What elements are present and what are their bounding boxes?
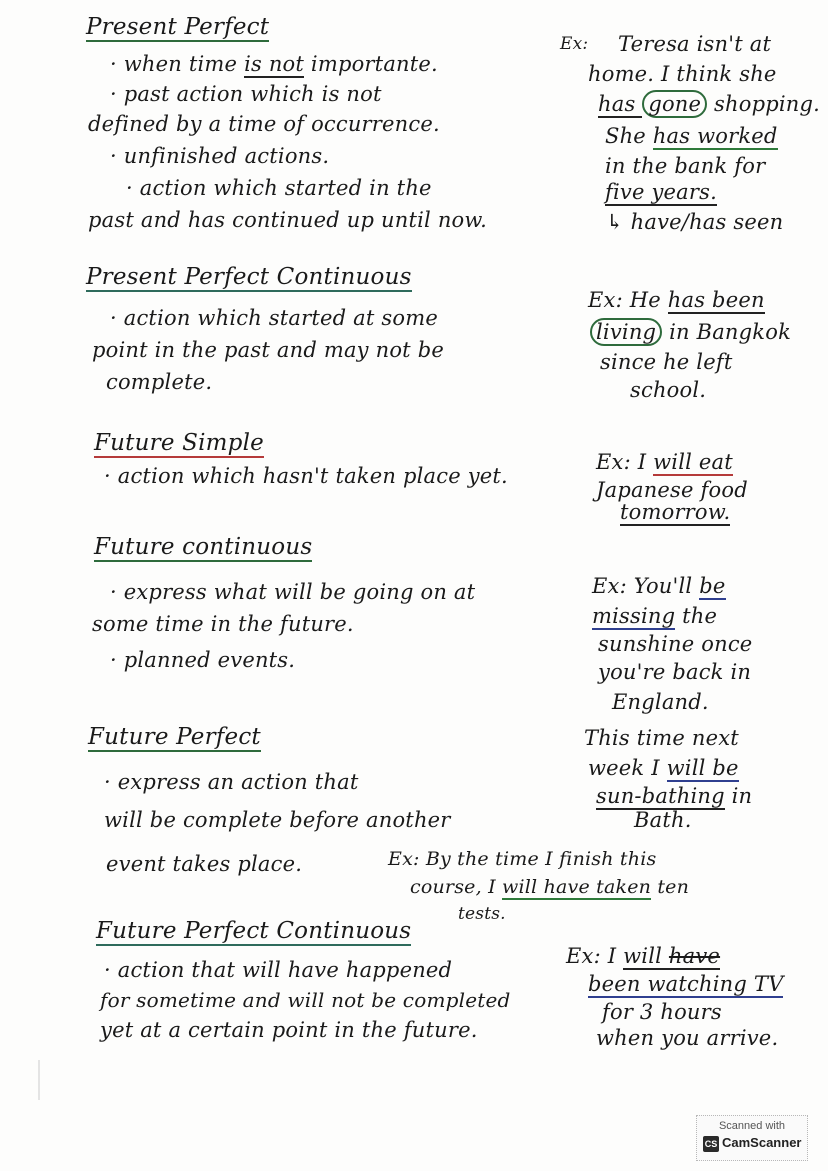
example-line: Japanese food xyxy=(596,478,748,502)
example-line: Bath. xyxy=(634,808,692,832)
example-line: been watching TV xyxy=(588,972,784,996)
example-line: Ex: You'll be xyxy=(592,574,726,598)
example-line: in the bank for xyxy=(605,154,766,178)
example-line: sun-bathing in xyxy=(596,784,753,808)
heading-future-perfect-continuous: Future Perfect Continuous xyxy=(96,918,412,944)
example-line: school. xyxy=(630,378,707,402)
example-line: Ex: I will eat xyxy=(596,450,733,474)
scanned-with-label: Scanned with xyxy=(718,1120,786,1132)
example-line: This time next xyxy=(584,726,739,750)
note-line: point in the past and may not be xyxy=(92,338,444,362)
note-line: · action which hasn't taken place yet. xyxy=(104,464,508,488)
example-line: tests. xyxy=(458,904,506,924)
note-line: · express what will be going on at xyxy=(110,580,476,604)
example-line: living in Bangkok xyxy=(590,320,791,344)
example-line: Ex: I will have xyxy=(566,944,721,968)
note-line: for sometime and will not be completed xyxy=(100,988,511,1012)
note-line: · action which started at some xyxy=(110,306,438,330)
example-line: sunshine once xyxy=(598,632,753,656)
note-line: complete. xyxy=(106,370,213,394)
example-line: for 3 hours xyxy=(602,1000,722,1024)
note-line: · express an action that xyxy=(104,770,359,794)
note-line: will be complete before another xyxy=(104,808,451,832)
heading-future-continuous: Future continuous xyxy=(94,534,313,560)
note-line: · action which started in the xyxy=(126,176,432,200)
note-line: yet at a certain point in the future. xyxy=(100,1018,478,1042)
example-prefix: Ex: xyxy=(560,34,589,54)
example-line: England. xyxy=(612,690,709,714)
note-line: defined by a time of occurrence. xyxy=(88,112,440,136)
example-line: missing the xyxy=(592,604,718,628)
note-line: · action that will have happened xyxy=(104,958,453,982)
example-line: Ex: By the time I finish this xyxy=(388,848,657,870)
example-line: course, I will have taken ten xyxy=(410,876,690,898)
note-line: · past action which is not xyxy=(110,82,382,106)
note-line: · planned events. xyxy=(110,648,296,672)
example-line: when you arrive. xyxy=(596,1026,779,1050)
example-line: week I will be xyxy=(588,756,739,780)
heading-present-perfect-continuous: Present Perfect Continuous xyxy=(86,264,412,290)
example-line: you're back in xyxy=(598,660,752,684)
note-line: · unfinished actions. xyxy=(110,144,330,168)
heading-future-simple: Future Simple xyxy=(94,430,264,456)
example-line: She has worked xyxy=(605,124,778,148)
example-line: has gone shopping. xyxy=(598,92,821,116)
example-line: since he left xyxy=(600,350,733,374)
example-line: tomorrow. xyxy=(620,500,731,524)
page-edge-mark xyxy=(38,1060,40,1100)
note-line: · when time is not importante. xyxy=(110,52,438,76)
example-line: ↳ have/has seen xyxy=(606,210,784,234)
camscanner-brand: CamScanner xyxy=(722,1135,802,1150)
camscanner-badge xyxy=(696,1115,808,1161)
camscanner-logo-icon: CS xyxy=(703,1136,719,1152)
example-line: Ex: He has been xyxy=(588,288,765,312)
note-line: event takes place. xyxy=(106,852,303,876)
example-line: five years. xyxy=(605,180,717,204)
example-line: home. I think she xyxy=(588,62,777,86)
note-line: some time in the future. xyxy=(92,612,354,636)
heading-future-perfect: Future Perfect xyxy=(88,724,261,750)
example-line: Teresa isn't at xyxy=(618,32,772,56)
note-line: past and has continued up until now. xyxy=(88,208,487,232)
heading-present-perfect: Present Perfect xyxy=(86,14,270,40)
